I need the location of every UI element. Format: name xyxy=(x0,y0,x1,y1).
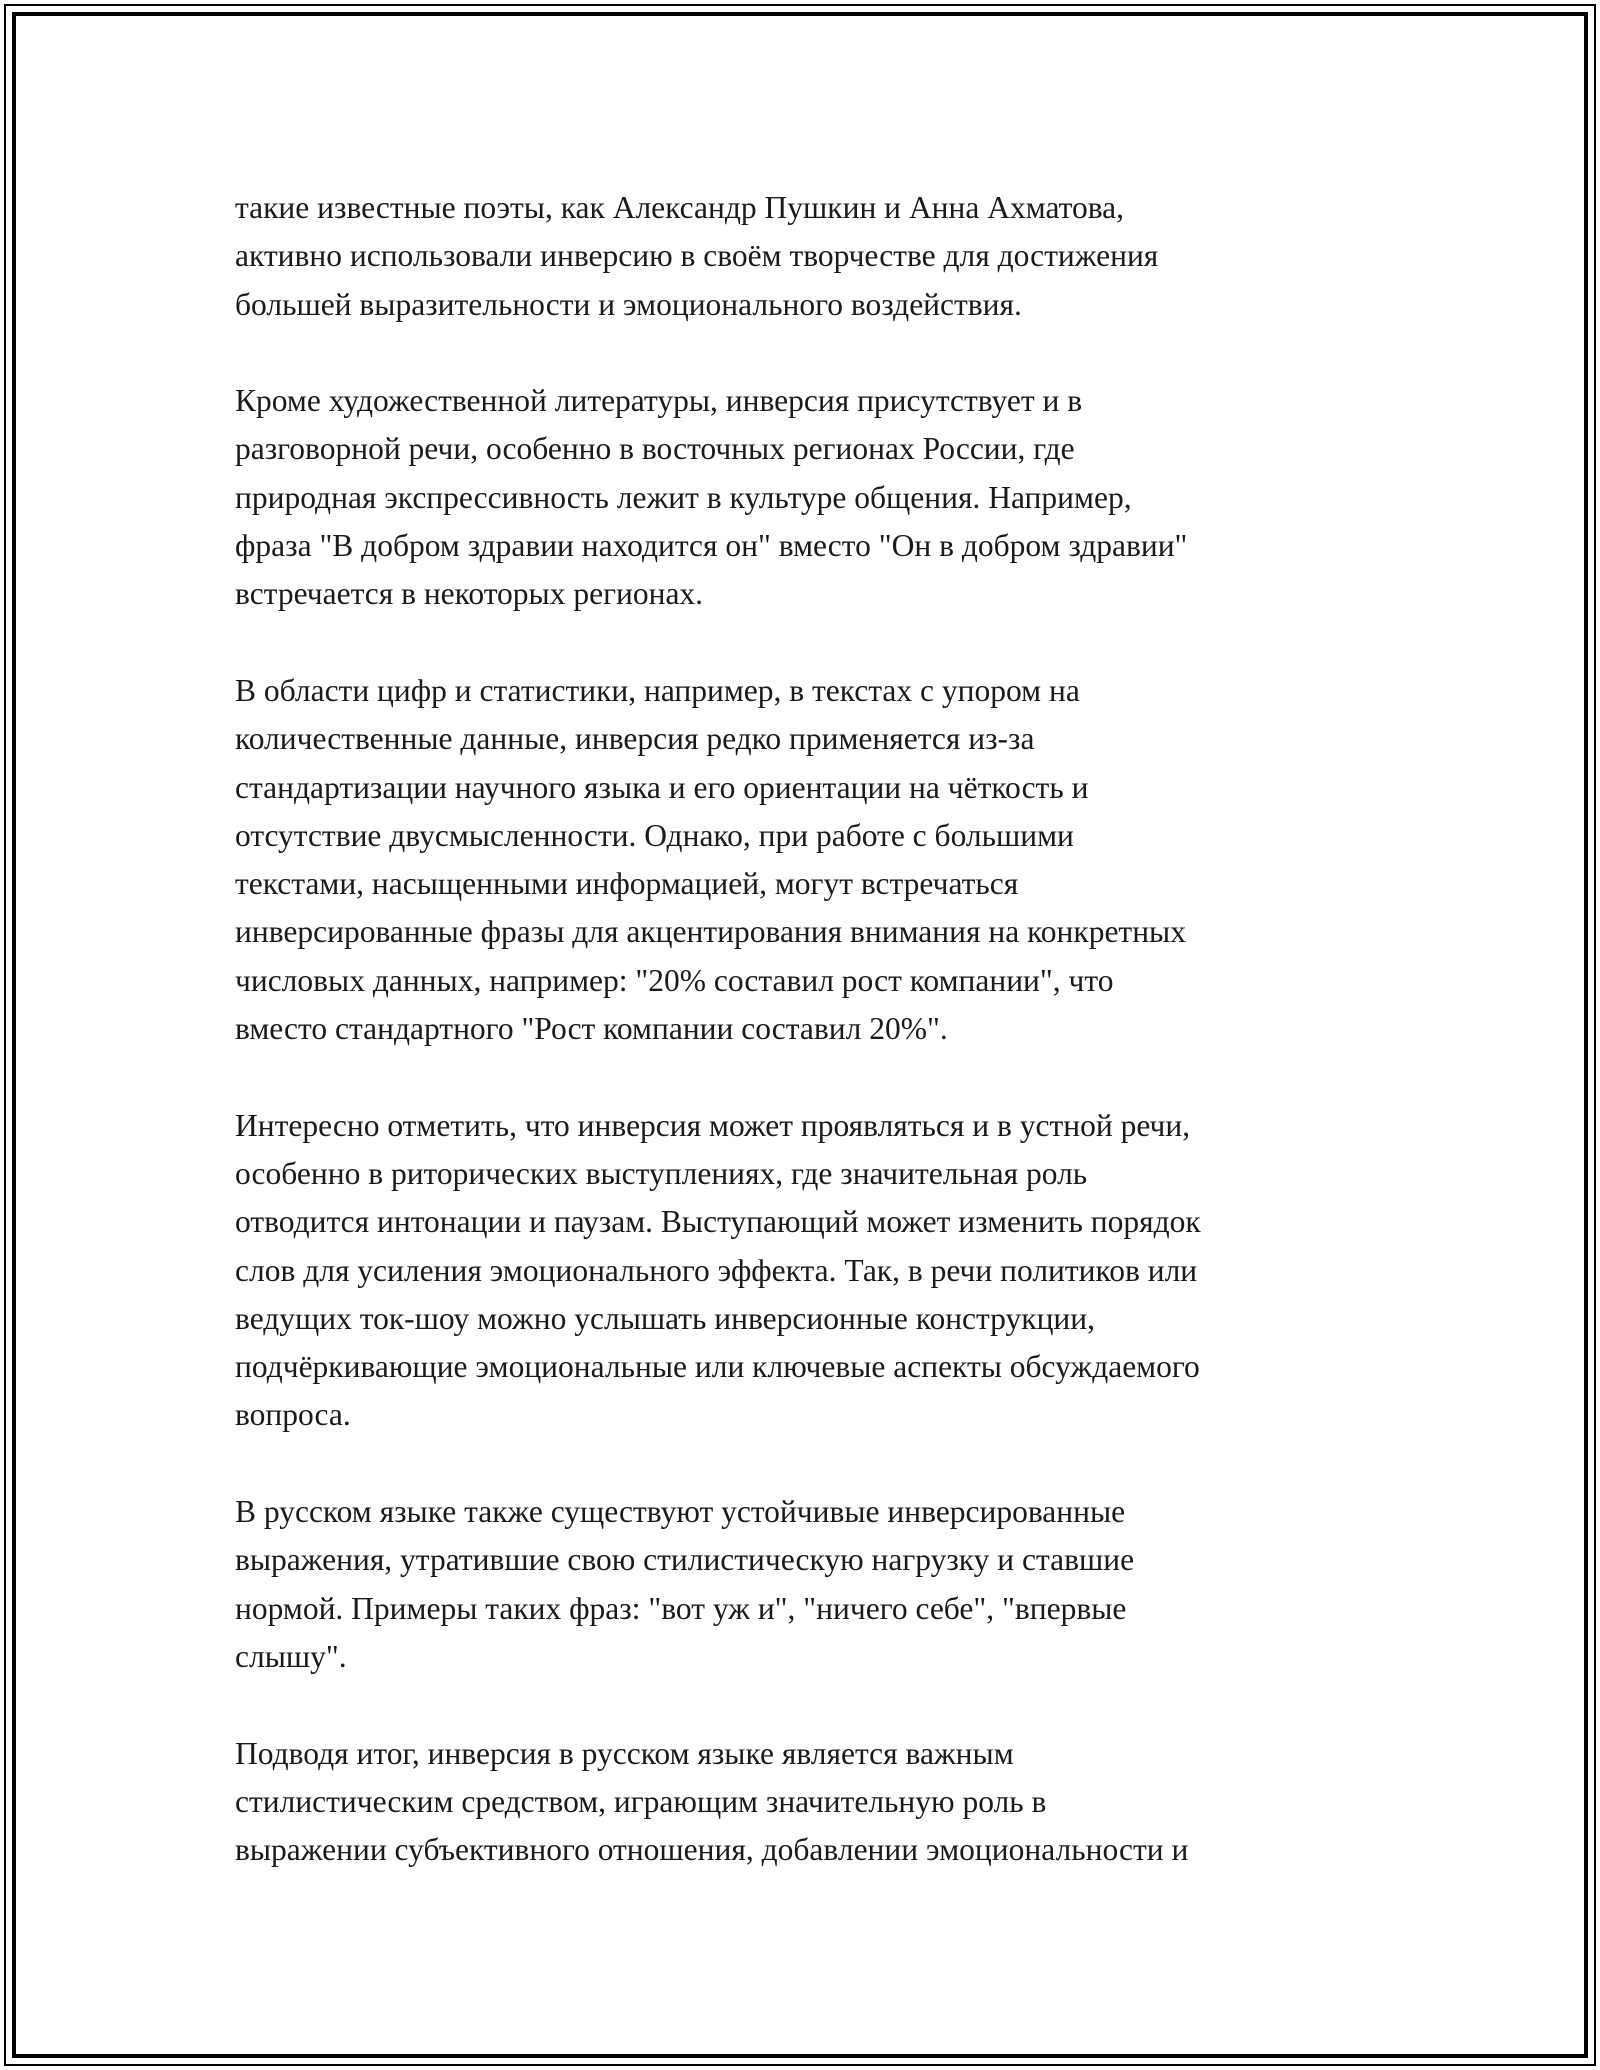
text-line: фраза "В добром здравии находится он" вместо "Он в добром здравии" xyxy=(235,528,1188,564)
text-line: особенно в риторических выступлениях, где значительная роль xyxy=(235,1155,1088,1191)
text-line: Подводя итог, инверсия в русском языке является важным xyxy=(235,1735,1014,1771)
text-line: разговорной речи, особенно в восточных регионах России, где xyxy=(235,431,1075,467)
text-line: числовых данных, например: "20% составил рост компании", что xyxy=(235,962,1114,998)
text-line: В области цифр и статистики, например, в текстах с упором на xyxy=(235,672,1080,708)
text-line: подчёркивающие эмоциональные или ключевые аспекты обсуждаемого xyxy=(235,1349,1200,1385)
text-line: отсутствие двусмысленности. Однако, при работе с большими xyxy=(235,817,1074,853)
text-line: активно использовали инверсию в своём творчестве для достижения xyxy=(235,238,1159,274)
text-line: слышу". xyxy=(235,1638,347,1674)
text-line: вместо стандартного "Рост компании составил 20%". xyxy=(235,1011,948,1047)
text-line: вопроса. xyxy=(235,1397,351,1433)
text-line: ведущих ток-шоу можно услышать инверсионные конструкции, xyxy=(235,1300,1096,1336)
text-line: Интересно отметить, что инверсия может проявляться и в устной речи, xyxy=(235,1107,1191,1143)
text-line: Кроме художественной литературы, инверсия присутствует и в xyxy=(235,383,1083,419)
text-line: количественные данные, инверсия редко применяется из-за xyxy=(235,721,1035,757)
text-line: слов для усиления эмоционального эффекта. Так, в речи политиков или xyxy=(235,1252,1198,1288)
text-line: выражения, утратившие свою стилистическую нагрузку и ставшие xyxy=(235,1542,1135,1578)
paragraph-6 xyxy=(235,1730,1395,1875)
paragraph-2 xyxy=(235,377,1395,618)
text-line: выражении субъективного отношения, добавлении эмоциональности и xyxy=(235,1832,1189,1868)
text-line: встречается в некоторых регионах. xyxy=(235,576,704,612)
text-line: природная экспрессивность лежит в культуре общения. Например, xyxy=(235,479,1132,515)
document-body xyxy=(235,184,1395,1923)
paragraph-4 xyxy=(235,1102,1395,1440)
text-line: такие известные поэты, как Александр Пушкин и Анна Ахматова, xyxy=(235,190,1125,225)
text-line: стандартизации научного языка и его ориентации на чёткость и xyxy=(235,769,1089,805)
paragraph-1 xyxy=(235,184,1395,329)
paragraph-5 xyxy=(235,1488,1395,1681)
text-line: В русском языке также существуют устойчивые инверсированные xyxy=(235,1494,1126,1530)
paragraph-3 xyxy=(235,667,1395,1053)
text-line: текстами, насыщенными информацией, могут встречаться xyxy=(235,866,1019,902)
text-line: нормой. Примеры таких фраз: "вот уж и", "ничего себе", "впервые xyxy=(235,1590,1127,1626)
text-line: отводится интонации и паузам. Выступающий может изменить порядок xyxy=(235,1204,1201,1240)
text-line: большей выразительности и эмоционального воздействия. xyxy=(235,286,1022,322)
text-line: инверсированные фразы для акцентирования внимания на конкретных xyxy=(235,914,1186,950)
text-line: стилистическим средством, играющим значительную роль в xyxy=(235,1783,1047,1819)
